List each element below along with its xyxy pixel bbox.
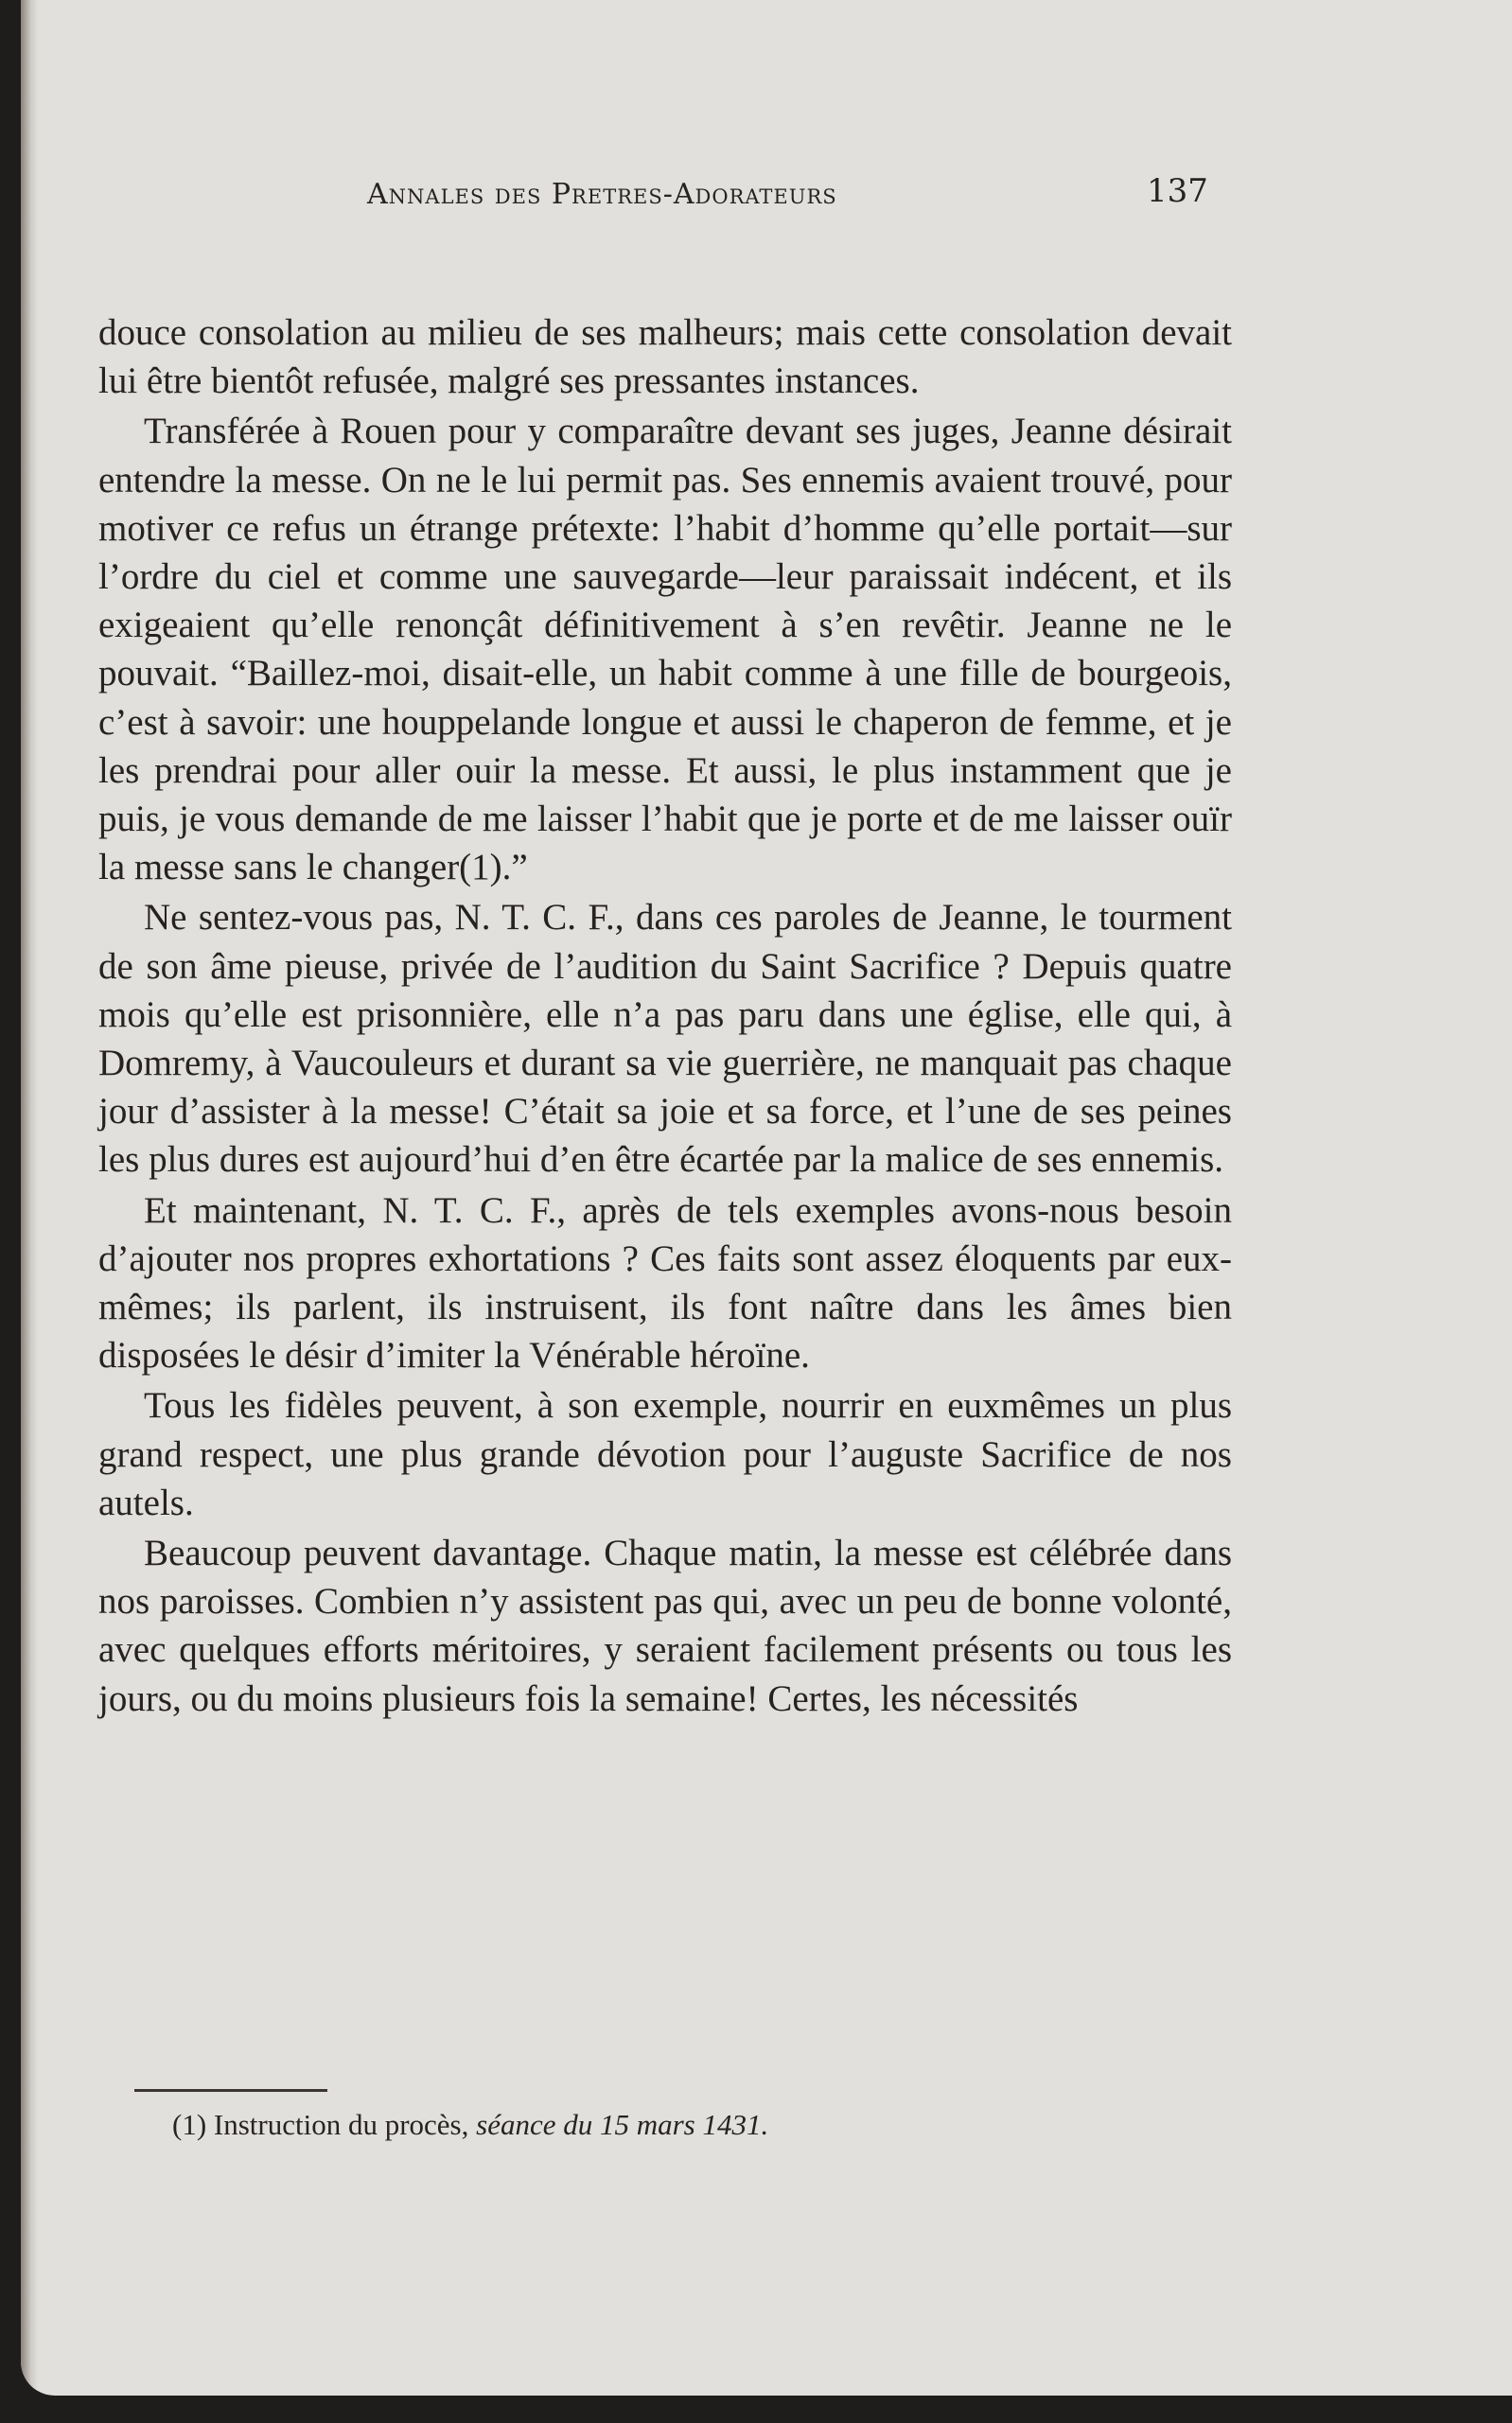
running-head-title: Annales des Pretres-Adorateurs	[367, 178, 837, 211]
paragraph-1: douce consolation au milieu de ses malheurs; mais cette consolation devait lui être bientôt refusée, malgré ses pressantes instances.	[98, 312, 1232, 402]
footnote-marker: (1)	[172, 2108, 207, 2141]
paragraph-2: Transférée à Rouen pour y comparaître devant ses juges, Jeanne désirait entendre la messe. On ne le lui permit pas. Ses ennemis avaient trouvé, pour motiver ce refus un étrange prétexte: l’habit d’homme qu’elle portait—sur l’ordre du ciel et comme une sauvegarde—leur paraissait indécent, et ils exigeaient qu’elle renonçât définitivement à s’en revêtir. Jeanne ne le pouvait. “Baillez-moi, disait-elle, un habit comme à une fille de bourgeois, c’est à savoir: une houppelande longue et aussi le chaperon de femme, et je les prendrai pour aller ouir la messe. Et aussi, le plus instamment que je puis, je vous demande de me laisser l’habit que je porte et de me laisser ouïr la messe sans le changer(1).”	[98, 411, 1232, 888]
paragraph-5: Tous les fidèles peuvent, à son exemple, nourrir en euxmêmes un plus grand respect, une plus grande dévotion pour l’auguste Sacrifice de nos autels.	[98, 1385, 1232, 1523]
footnote-citation: séance du 15 mars 1431.	[476, 2108, 769, 2141]
footnote-text: Instruction du procès,	[213, 2108, 469, 2141]
paragraph-6: Beaucoup peuvent davantage. Chaque matin, la messe est célébrée dans nos paroisses. Combien n’y assistent pas qui, avec un peu de bonne volonté, avec quelques efforts méritoires, y seraient facilement présents ou tous les jours, ou du moins plusieurs fois la semaine! Certes, les nécessités	[98, 1533, 1232, 1719]
page-number: 137	[1147, 172, 1208, 210]
page-binding-shadow	[21, 0, 38, 2396]
running-head	[21, 172, 1512, 225]
footnote	[172, 2108, 768, 2142]
book-page	[21, 0, 1512, 2396]
body-text	[98, 308, 1232, 1723]
paragraph-3: Ne sentez-vous pas, N. T. C. F., dans ces paroles de Jeanne, le tourment de son âme pieuse, privée de l’audition du Saint Sacrifice ? Depuis quatre mois qu’elle est prisonnière, elle n’a pas paru dans une église, elle qui, à Domremy, à Vaucouleurs et durant sa vie guerrière, ne manquait pas chaque jour d’assister à la messe! C’était sa joie et sa force, et l’une de ses peines les plus dures est aujourd’hui d’en être écartée par la malice de ses ennemis.	[98, 897, 1232, 1181]
paragraph-4: Et maintenant, N. T. C. F., après de tels exemples avons-nous besoin d’ajouter nos propres exhortations ? Ces faits sont assez éloquents par eux-mêmes; ils parlent, ils instruisent, ils font naître dans les âmes bien disposées le désir d’imiter la Vénérable héroïne.	[98, 1189, 1232, 1377]
footnote-rule	[134, 2089, 327, 2092]
